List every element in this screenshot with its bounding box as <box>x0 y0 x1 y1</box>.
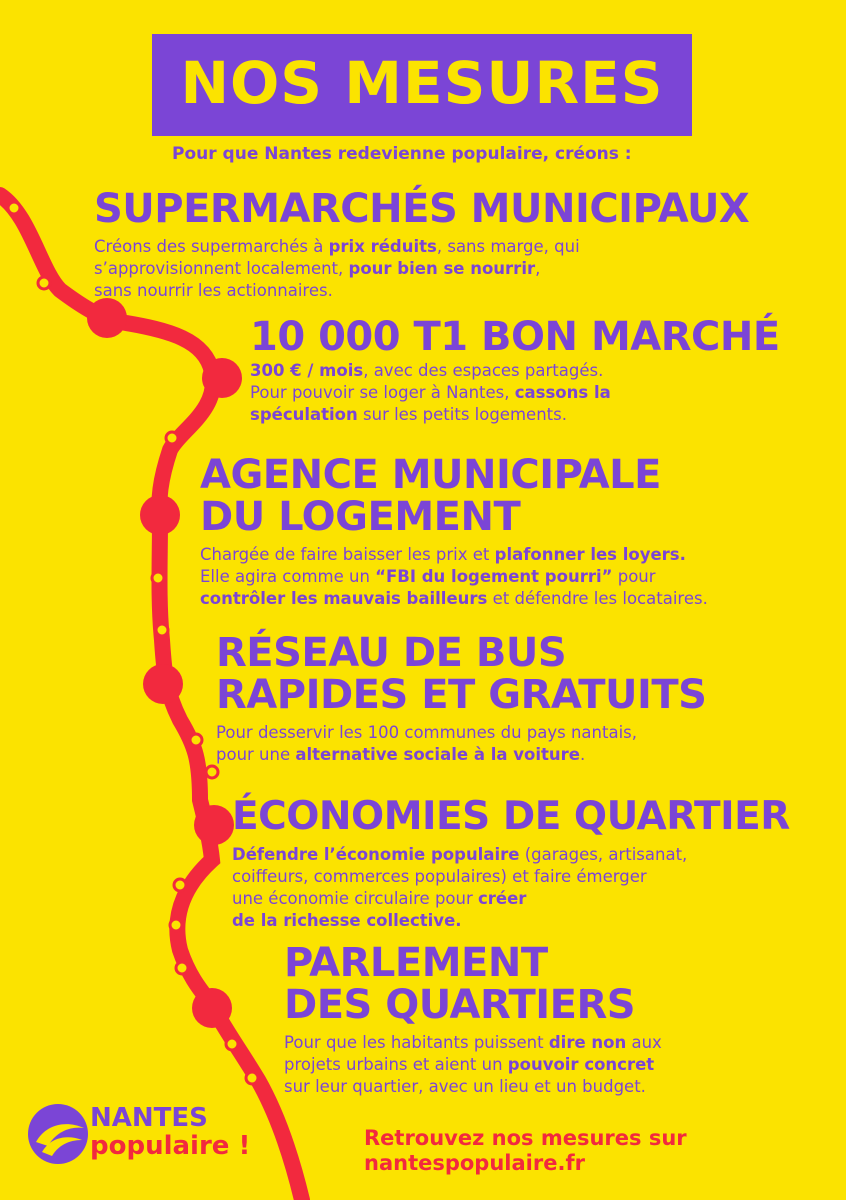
metro-small-stop <box>170 919 182 931</box>
title-banner <box>152 34 692 136</box>
measure-text-bold: “FBI du logement pourri” <box>375 567 613 586</box>
measure-title-line: SUPERMARCHÉS MUNICIPAUX <box>94 186 750 232</box>
footer-line-1: Retrouvez nos mesures sur <box>364 1126 687 1150</box>
measure-title <box>284 942 824 1026</box>
measure-text <box>250 360 810 426</box>
footer-website[interactable] <box>364 1126 687 1176</box>
measure-text-bold: pour bien se nourrir <box>348 259 536 278</box>
measure-text-run: sans nourrir les actionnaires. <box>94 281 333 300</box>
measure-text-bold: plafonner les loyers. <box>494 545 686 564</box>
measure-text-run: une économie circulaire pour <box>232 889 478 908</box>
measure-title <box>232 796 832 838</box>
measure-text-run: coiffeurs, commerces populaires) et faire émerger <box>232 867 647 886</box>
metro-small-stop <box>166 432 178 444</box>
measure-text-run: Pour desservir les 100 communes du pays nantais, <box>216 723 638 742</box>
measure-text-bold: spéculation <box>250 405 358 424</box>
measure-text-run: Chargée de faire baisser les prix et <box>200 545 495 564</box>
measure-text-run: . <box>579 745 586 764</box>
measure-text-run: , avec des espaces partagés. <box>363 361 604 380</box>
measure-title-line: DES QUARTIERS <box>284 982 636 1028</box>
measure-title-line: RÉSEAU DE BUS <box>216 630 567 676</box>
measure-text <box>216 722 816 766</box>
measure-text-bold: de la richesse collective. <box>232 911 462 930</box>
metro-small-stop <box>190 734 202 746</box>
measure-title-line: 10 000 T1 BON MARCHÉ <box>250 314 780 360</box>
measure-title-line: PARLEMENT <box>284 940 548 986</box>
measure-title-line: DU LOGEMENT <box>200 494 521 540</box>
measure-text-bold: alternative sociale à la voiture <box>295 745 580 764</box>
measure-text-bold: 300 € / mois <box>250 361 364 380</box>
metro-small-stop <box>174 879 186 891</box>
metro-small-stop <box>38 277 50 289</box>
measure-text-bold: Défendre l’économie populaire <box>232 845 520 864</box>
metro-small-stop <box>226 1038 238 1050</box>
measure-text-run: projets urbains et aient un <box>284 1055 508 1074</box>
measure-text <box>94 236 794 302</box>
measure-text-run: s’approvisionnent localement, <box>94 259 349 278</box>
measure-text-run: pour une <box>216 745 296 764</box>
metro-small-stop <box>8 202 20 214</box>
measure-text-run: Pour pouvoir se loger à Nantes, <box>250 383 515 402</box>
metro-main-stop <box>202 358 242 398</box>
measure-title-line: AGENCE MUNICIPALE <box>200 452 661 498</box>
logo-wordmark <box>90 1104 250 1160</box>
metro-small-stop <box>176 962 188 974</box>
logo-line-1: NANTES <box>90 1103 208 1133</box>
measure-text-run: sur leur quartier, avec un lieu et un budget. <box>284 1077 646 1096</box>
metro-main-stop <box>140 495 180 535</box>
measure-text-run: (garages, artisanat, <box>519 845 688 864</box>
measure-text-run: Créons des supermarchés à <box>94 237 329 256</box>
measure-text-bold: créer <box>478 889 527 908</box>
page-title: NOS MESURES <box>180 49 664 117</box>
metro-small-stop <box>152 572 164 584</box>
measure-block <box>232 796 832 932</box>
nantes-populaire-logo-icon <box>26 1102 90 1166</box>
measure-block <box>216 632 816 766</box>
measure-text-run: , sans marge, qui <box>436 237 580 256</box>
metro-small-stop <box>206 766 218 778</box>
metro-main-stop <box>87 298 127 338</box>
metro-main-stop <box>194 805 234 845</box>
measure-text-run: aux <box>626 1033 662 1052</box>
footer-line-2: nantespopulaire.fr <box>364 1151 585 1175</box>
metro-main-stop <box>192 988 232 1028</box>
measure-text-bold: contrôler les mauvais bailleurs <box>200 589 488 608</box>
measure-title <box>216 632 816 716</box>
metro-small-stop <box>156 624 168 636</box>
measure-block <box>200 454 820 610</box>
measure-text-bold: cassons la <box>514 383 611 402</box>
measure-text-run: pour <box>612 567 656 586</box>
measure-text <box>232 844 832 932</box>
measure-text-bold: prix réduits <box>328 237 437 256</box>
page-subtitle: Pour que Nantes redevienne populaire, créons : <box>172 144 632 164</box>
measure-title-line: ÉCONOMIES DE QUARTIER <box>232 794 790 839</box>
measure-text <box>200 544 820 610</box>
measure-text-run: sur les petits logements. <box>357 405 567 424</box>
measure-text-run: Elle agira comme un <box>200 567 376 586</box>
measure-block <box>250 316 810 426</box>
measure-block <box>94 188 794 302</box>
measure-title <box>200 454 820 538</box>
measure-title-line: RAPIDES ET GRATUITS <box>216 672 707 718</box>
measure-text-run: Pour que les habitants puissent <box>284 1033 549 1052</box>
measure-text-bold: pouvoir concret <box>507 1055 655 1074</box>
metro-main-stop <box>143 664 183 704</box>
metro-small-stop <box>246 1072 258 1084</box>
measure-text-run: , <box>535 259 541 278</box>
measure-title <box>250 316 810 358</box>
measure-text-bold: dire non <box>548 1033 627 1052</box>
measure-block <box>284 942 824 1098</box>
logo-line-2: populaire ! <box>90 1131 251 1161</box>
measure-text <box>284 1032 824 1098</box>
measure-title <box>94 188 794 230</box>
measure-text-run: et défendre les locataires. <box>487 589 708 608</box>
